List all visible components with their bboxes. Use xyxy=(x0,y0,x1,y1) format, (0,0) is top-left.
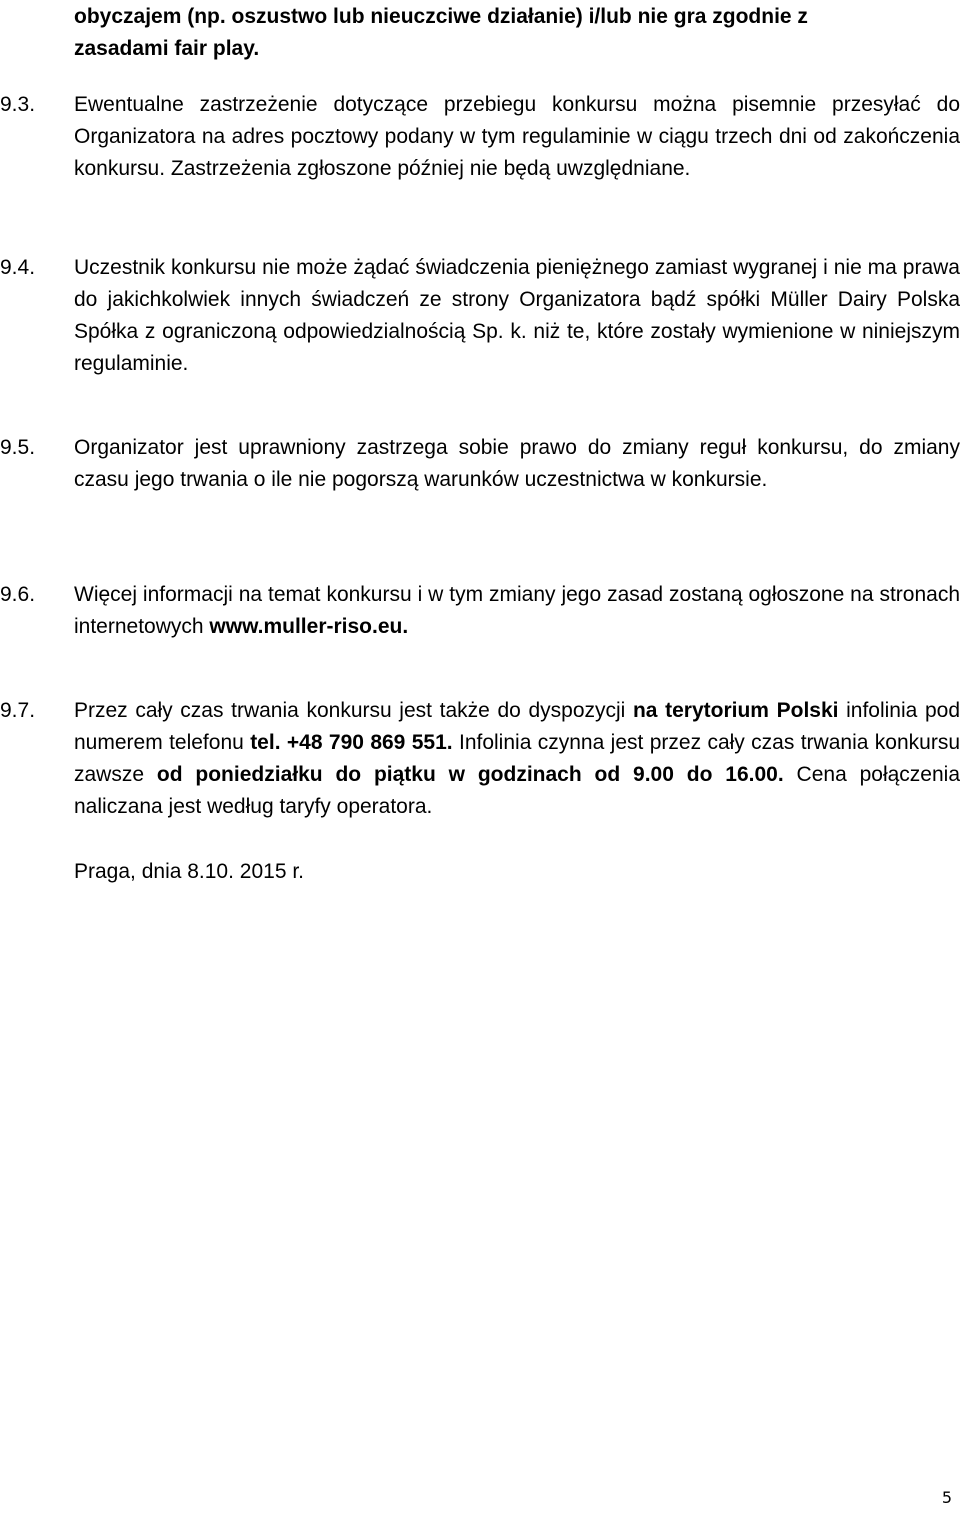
section-text: Uczestnik konkursu nie może żądać świadczenia pieniężnego zamiast wygranej i nie ma prawa do jakichkolwiek innych świadczeń ze strony Organizatora bądź spółki Müller Dairy Polska Spółka z ograniczoną odpowiedzialnością Sp. k. niż te, które zostały wymienione w niniejszym regulaminie. xyxy=(74,256,960,375)
section-number: 9.3. xyxy=(0,93,36,116)
section-number: 9.7. xyxy=(0,699,36,722)
section-text xyxy=(74,579,960,643)
page-number: 5 xyxy=(941,1488,952,1507)
section-text-part: Więcej informacji na temat konkursu i w tym zmiany jego zasad zostaną ogłoszone na stronach internetowych xyxy=(74,583,960,638)
section-text-part: Cena połączenia naliczana jest według taryfy operatora. xyxy=(74,763,960,818)
section-number: 9.4. xyxy=(0,256,36,279)
intro-line-1: obyczajem (np. oszustwo lub nieuczciwe działanie) i/lub nie gra zgodnie z xyxy=(74,5,808,28)
section-number: 9.6. xyxy=(0,583,36,606)
place-and-date: Praga, dnia 8.10. 2015 r. xyxy=(74,860,305,883)
section-text-part: Infolinia czynna jest przez cały czas trwania konkursu zawsze xyxy=(74,731,960,786)
hotline-hours: od poniedziałku do piątku w godzinach od 9.00 do 16.00. xyxy=(156,763,784,786)
section-text: Organizator jest uprawniony zastrzega sobie prawo do zmiany reguł konkursu, do zmiany czasu jego trwania o ile nie pogorszą warunków uczestnictwa w konkursie. xyxy=(74,436,960,491)
section-text xyxy=(74,695,960,823)
section-text: Ewentualne zastrzeżenie dotyczące przebiegu konkursu można pisemnie przesyłać do Organizatora na adres pocztowy podany w tym regulaminie w ciągu trzech dni od zakończenia konkursu. Zastrzeżenia zgłoszone później nie będą uwzględniane. xyxy=(74,93,960,180)
hotline-phone: tel. +48 790 869 551. xyxy=(250,731,453,754)
section-text-part: Przez cały czas trwania konkursu jest także do dyspozycji xyxy=(74,699,633,722)
section-number: 9.5. xyxy=(0,436,36,459)
intro-paragraph xyxy=(74,1,960,65)
website-link[interactable]: www.muller-riso.eu. xyxy=(209,615,409,638)
intro-line-2: zasadami fair play. xyxy=(74,37,260,60)
territory-emphasis: na terytorium Polski xyxy=(632,699,839,722)
section-text-part: infolinia pod numerem telefonu xyxy=(74,699,960,754)
